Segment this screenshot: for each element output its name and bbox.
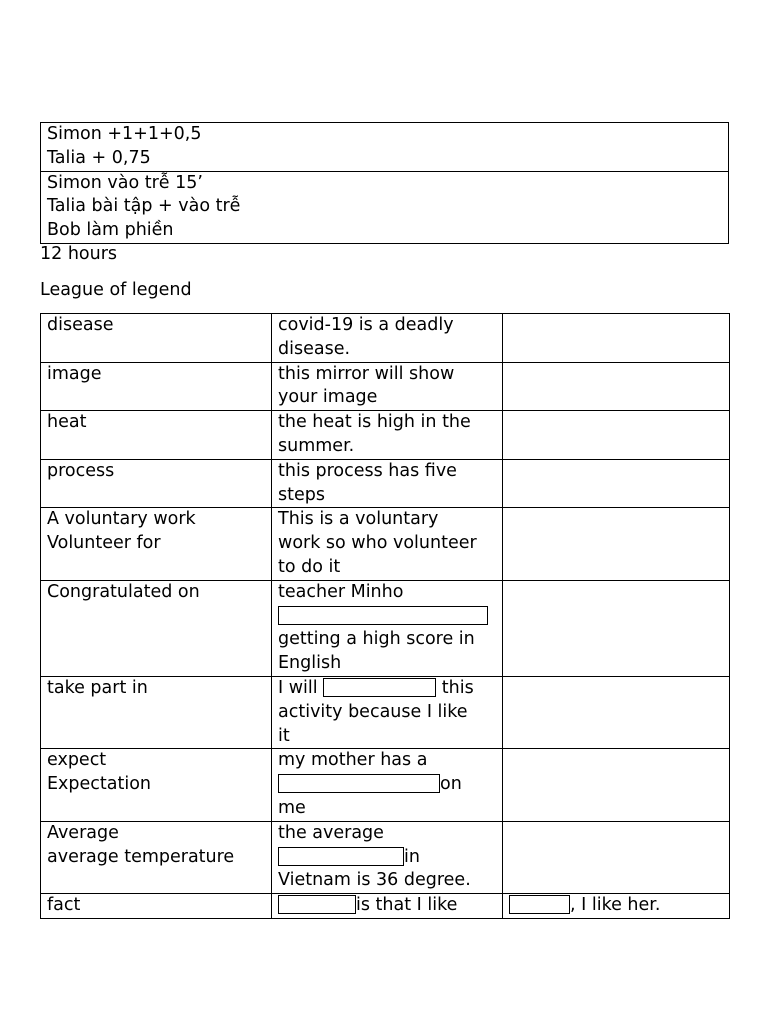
answer-blank[interactable] [278,774,440,793]
blank-line [278,605,502,629]
example-cell [272,508,503,580]
empty-cell [503,749,730,821]
example-text: getting a high score in [278,629,475,650]
word-cell [41,314,272,363]
vocab-row [41,676,730,748]
answer-blank[interactable] [278,606,488,625]
word-text: Expectation [47,774,152,795]
answer-blank[interactable] [278,847,404,866]
example-text: the average [278,822,384,843]
example-text: I will [278,677,318,698]
example-text: work so who volunteer [278,533,477,554]
vocab-row [41,821,730,893]
league-text: League of legend [40,280,192,300]
vocab-row [41,508,730,580]
note-line: Bob làm phiền [47,220,174,241]
word-text: Average [47,822,119,843]
word-text: Volunteer for [47,533,161,554]
vocab-row [41,314,730,363]
vocab-row [41,362,730,411]
extra-line [509,894,729,918]
notes-row [41,123,729,172]
word-cell [41,459,272,508]
example-text: summer. [278,435,355,456]
word-cell [41,508,272,580]
example-text: your image [278,387,378,408]
answer-blank[interactable] [509,895,570,914]
example-cell [272,459,503,508]
notes-row [41,171,729,243]
note-line: Simon +1+1+0,5 [47,124,202,144]
empty-cell [503,314,730,363]
example-text: on [440,774,462,795]
word-cell [41,411,272,460]
notes-cell-remarks [41,171,729,243]
example-cell [272,821,503,893]
example-text: disease. [278,338,351,359]
example-text: English [278,653,342,674]
example-cell [272,894,503,919]
notes-cell-scores [41,123,729,172]
example-line [278,677,502,701]
example-text: activity because I like [278,701,468,722]
example-text: it [278,725,290,746]
example-text: teacher Minho [278,581,404,602]
word-cell [41,749,272,821]
word-text: Congratulated on [47,581,200,602]
word-text: process [47,460,115,481]
empty-cell [503,362,730,411]
answer-blank[interactable] [323,678,436,697]
empty-cell [503,821,730,893]
vocab-table [40,313,730,919]
example-text: this process has five [278,460,457,481]
vocab-row [41,459,730,508]
vocab-row [41,749,730,821]
example-line [278,894,502,918]
example-cell [272,362,503,411]
word-cell [41,362,272,411]
word-cell [41,580,272,676]
empty-cell [503,580,730,676]
example-text: to do it [278,556,341,577]
example-cell [272,411,503,460]
hours-text: 12 hours [40,244,118,264]
example-text: my mother has a [278,750,428,771]
word-cell [41,821,272,893]
example-text: This is a voluntary [278,509,439,530]
word-text: average temperature [47,846,235,867]
word-text: expect [47,750,107,771]
example-cell [272,749,503,821]
example-text: covid-19 is a deadly [278,315,454,335]
example-text: is that I like [356,895,458,916]
word-cell [41,676,272,748]
example-line [278,773,502,797]
extra-cell [503,894,730,919]
word-text: fact [47,895,81,916]
extra-text: , I like her. [570,895,661,916]
example-cell [272,580,503,676]
example-text: this mirror will show [278,363,455,384]
word-cell [41,894,272,919]
word-text: disease [47,315,114,335]
empty-cell [503,676,730,748]
vocab-row [41,580,730,676]
word-text: image [47,363,102,384]
word-text: take part in [47,677,148,698]
example-text: in [404,846,420,867]
example-cell [272,676,503,748]
word-text: heat [47,412,87,433]
example-text: the heat is high in the [278,412,471,433]
example-text: me [278,797,306,818]
vocab-row [41,411,730,460]
example-text: this [441,677,474,698]
word-text: A voluntary work [47,509,196,530]
vocab-row [41,894,730,919]
example-text: Vietnam is 36 degree. [278,870,471,891]
note-line: Talia + 0,75 [47,147,151,168]
note-line: Talia bài tập + vào trễ [47,196,241,217]
empty-cell [503,459,730,508]
empty-cell [503,508,730,580]
example-line [278,846,502,870]
answer-blank[interactable] [278,895,356,914]
notes-table [40,122,729,244]
note-line: Simon vào trễ 15’ [47,172,203,193]
example-text: steps [278,484,325,505]
example-cell [272,314,503,363]
empty-cell [503,411,730,460]
